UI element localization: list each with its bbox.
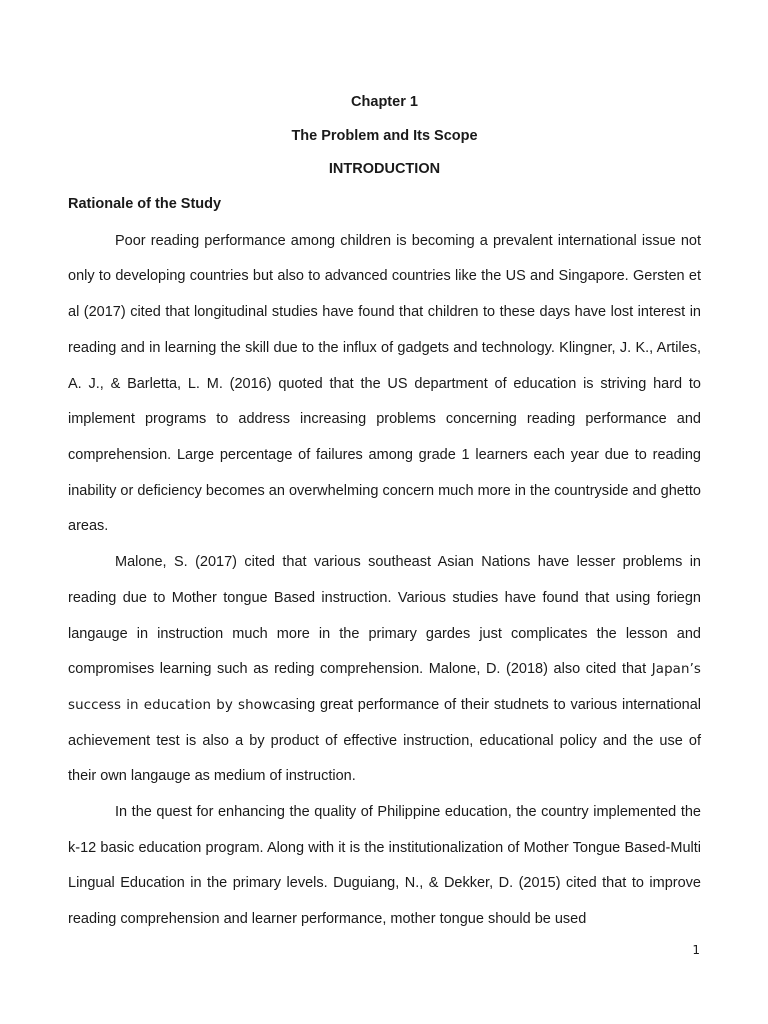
paragraph-2-alt-font-run: Japan’s success in education by showc	[68, 662, 701, 713]
section-heading: INTRODUCTION	[328, 161, 441, 178]
paragraph-2	[68, 545, 701, 795]
chapter-number: Chapter 1	[351, 94, 418, 110]
subsection-heading: Rationale of the Study	[68, 195, 222, 212]
page-content	[68, 90, 701, 938]
paragraph-1: Poor reading performance among children is becoming a prevalent international issue not only to developing countries but also to advanced countries like the US and Singapore. Gersten et al (2017) cited that longitudinal studies have found that children to these days have lost interest in reading and in learning the skill due to the influx of gadgets and technology. Klingner, J. K., Artiles, A. J., & Barletta, L. M. (2016) quoted that the US department of education is striving hard to implement programs to address increasing problems concerning reading performance and comprehension. Large percentage of failures among grade 1 learners each year due to reading inability or deficiency becomes an overwhelming concern much more in the countryside and ghetto areas.	[68, 232, 701, 535]
paragraph-2-part-1: Malone, S. (2017) cited that various southeast Asian Nations have lesser problems in reading due to Mother tongue Based instruction. Various studies have found that using foriegn langauge in instruction much more in the primary gardes just complicates the lesson and compromises learning such as reding comprehension. Malone, D. (2018) also cited that	[68, 554, 701, 678]
paragraph-3: In the quest for enhancing the quality of Philippine education, the country implemented the k-12 basic education program. Along with it is the institutionalization of Mother Tongue Based-Multi Lingual Education in the primary levels. Duguiang, N., & Dekker, D. (2015) cited that to improve reading comprehension and learner performance, mother tongue should be used	[68, 804, 701, 928]
chapter-title: The Problem and Its Scope	[291, 127, 478, 144]
paragraph-2-part-2: asing great performance of their studnets to various international achievement test is also a by product of effective instruction, educational policy and the use of their own langauge as medium of instruction.	[68, 696, 701, 785]
page-number: 1	[692, 943, 700, 957]
